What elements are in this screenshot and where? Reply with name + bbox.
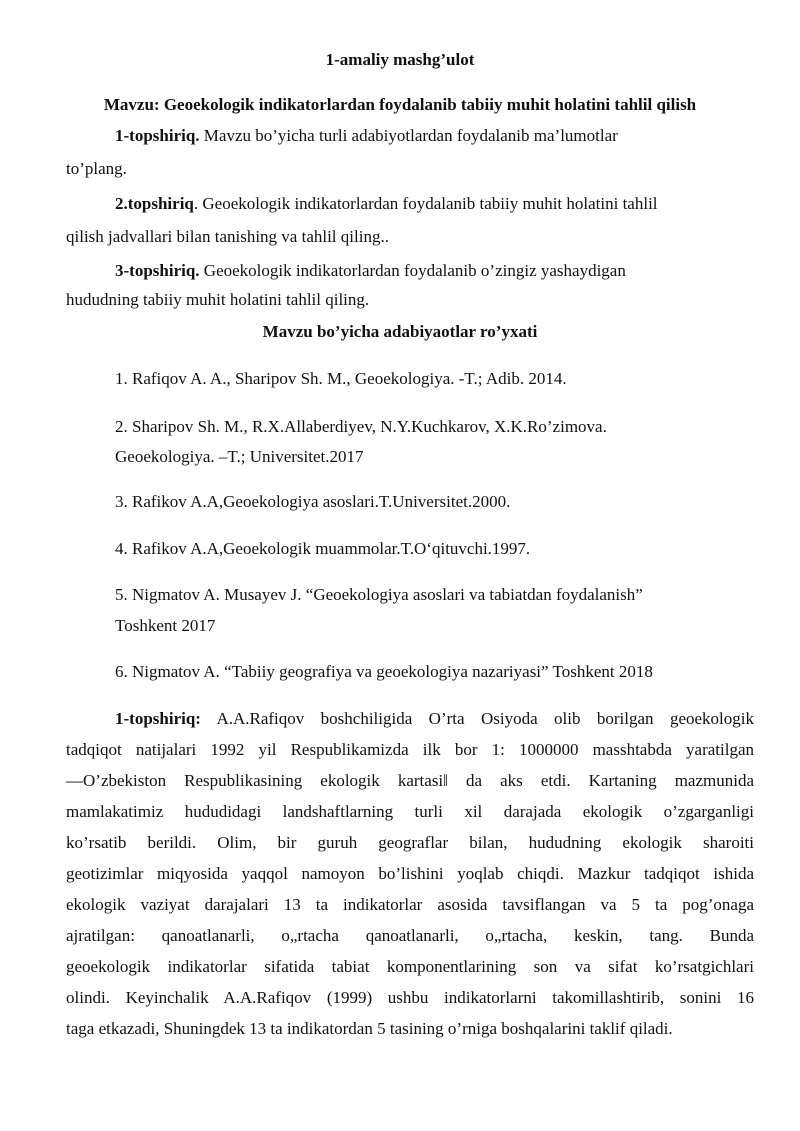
body-line: ekologik vaziyat darajalari 13 ta indikatorlar asosida tavsiflangan va 5 ta pog’onaga: [66, 895, 754, 914]
body-line: 1-topshiriq: A.A.Rafiqov boshchiligida O’rta Osiyoda olib borilgan geoekologik: [115, 709, 754, 728]
task-1: 1-topshiriq. Mavzu bo’yicha turli adabiyotlardan foydalanib ma’lumotlar: [115, 126, 618, 145]
reference-item-continuation: Geoekologiya. –T.; Universitet.2017: [115, 447, 364, 466]
body-line: taga etkazadi, Shuningdek 13 ta indikatordan 5 tasining o’rniga boshqalarini taklif qiladi.: [66, 1019, 673, 1038]
task-2-continuation: qilish jadvallari bilan tanishing va tahlil qiling..: [66, 227, 389, 246]
task-2: 2.topshiriq. Geoekologik indikatorlardan foydalanib tabiiy muhit holatini tahlil: [115, 194, 658, 213]
body-line: mamlakatimiz hududidagi landshaftlarning turli xil darajada ekologik o’zgarganligi: [66, 802, 754, 821]
body-line: geotizimlar miqyosida yaqqol namoyon bo’lishini yoqlab chiqdi. Mazkur tadqiqot ishida: [66, 864, 754, 883]
topic-heading: Mavzu: Geoekologik indikatorlardan foydalanib tabiiy muhit holatini tahlil qilish: [103, 95, 697, 114]
task-1-continuation: to’plang.: [66, 159, 127, 178]
body-line: geoekologik indikatorlar sifatida tabiat komponentlarining son va sifat ko’rsatgichlari: [66, 957, 754, 976]
reference-item: 4. Rafikov A.A,Geoekologik muammolar.T.O‘qituvchi.1997.: [115, 539, 531, 558]
task-3-continuation: hududning tabiiy muhit holatini tahlil qiling.: [66, 290, 370, 309]
reference-item: 1. Rafiqov A. A., Sharipov Sh. M., Geoekologiya. -T.; Adib. 2014.: [115, 369, 567, 388]
reference-item: 3. Rafikov A.A,Geoekologiya asoslari.T.Universitet.2000.: [115, 492, 511, 511]
reference-item: 5. Nigmatov A. Musayev J. “Geoekologiya asoslari va tabiatdan foydalanish”: [115, 585, 643, 604]
task-3: 3-topshiriq. Geoekologik indikatorlardan foydalanib o’zingiz yashaydigan: [115, 261, 626, 280]
reference-item: 6. Nigmatov A. “Tabiiy geografiya va geoekologiya nazariyasi” Toshkent 2018: [115, 662, 653, 681]
body-line: olindi. Keyinchalik A.A.Rafiqov (1999) ushbu indikatorlarni takomillashtirib, sonini 16: [66, 988, 754, 1007]
page-title: 1-amaliy mashg’ulot: [325, 50, 475, 69]
body-line: ―O’zbekiston Respublikasining ekologik kartasi‖ da aks etdi. Kartaning mazmunida: [66, 771, 754, 790]
references-heading: Mavzu bo’yicha adabiyaotlar ro’yxati: [262, 322, 538, 341]
reference-item: 2. Sharipov Sh. M., R.X.Allaberdiyev, N.Y.Kuchkarov, X.K.Ro’zimova.: [115, 417, 607, 436]
body-line: ko’rsatib berildi. Olim, bir guruh geograflar bilan, hududning ekologik sharoiti: [66, 833, 754, 852]
reference-item-continuation: Toshkent 2017: [115, 616, 216, 635]
body-line: tadqiqot natijalari 1992 yil Respublikamizda ilk bor 1: 1000000 masshtabda yaratilgan: [66, 740, 754, 759]
body-line: ajratilgan: qanoatlanarli, o„rtacha qanoatlanarli, o„rtacha, keskin, tang. Bunda: [66, 926, 754, 945]
